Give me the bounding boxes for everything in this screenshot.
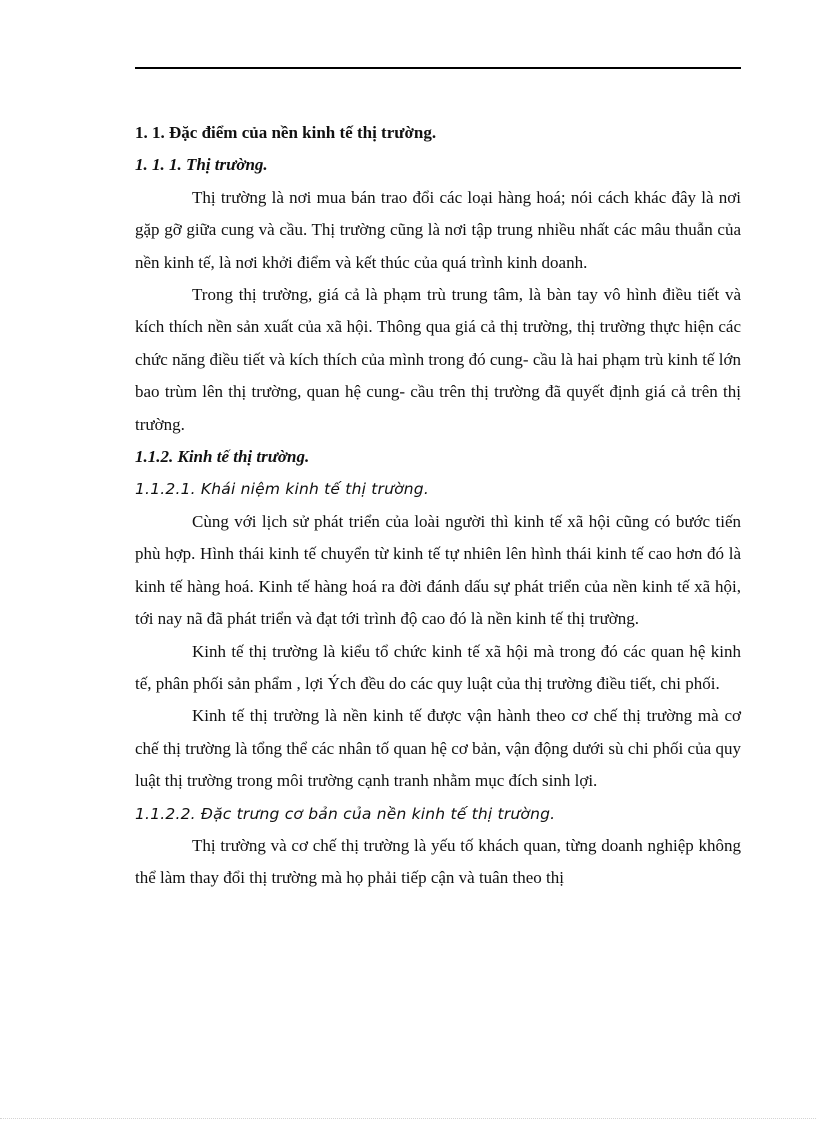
section-heading-1-1: 1. 1. Đặc điểm của nền kinh tế thị trường. (135, 123, 437, 142)
page-body (135, 117, 741, 895)
paragraph-objective: Thị trường và cơ chế thị trường là yếu tố khách quan, từng doanh nghiệp không thể làm thay đổi thị trường mà họ phải tiếp cận và tuân theo thị (135, 835, 741, 888)
paragraph-mechanism: Kinh tế thị trường là nền kinh tế được vận hành theo cơ chế thị trường mà cơ chế thị trường là tổng thể các nhân tố quan hệ cơ bản, vận động dưới sù chi phối của quy luật thị trường trong môi trường cạnh tranh nhằm mục đích sinh lợi. (135, 706, 741, 791)
subsubsection-heading-features-text: 1.1.2.2. Đặc trưng cơ bản của nền kinh tế thị trường. (135, 804, 556, 823)
page-bottom-border (0, 1118, 816, 1119)
header-rule (135, 67, 741, 69)
subsection-heading-market: 1. 1. 1. Thị trường. (135, 155, 268, 175)
paragraph-market-price: Trong thị trường, giá cả là phạm trù trung tâm, là bàn tay vô hình điều tiết và kích thích nền sản xuất của xã hội. Thông qua giá cả thị trường, thị trường thực hiện các chức năng điều tiết và kích thích của mình trong đó cung- cầu là hai phạm trù kinh tế lớn bao trùm lên thị trường, quan hệ cung- cầu trên thị trường đã quyết định giá cả trên thị trường. (135, 285, 741, 434)
subsection-heading-market-economy: 1.1.2. Kinh tế thị trường. (135, 447, 310, 467)
paragraph-organization: Kinh tế thị trường là kiểu tổ chức kinh tế xã hội mà trong đó các quan hệ kinh tế, phân phối sản phẩm , lợi Ých đều do các quy luật của thị trường điều tiết, chi phối. (135, 641, 741, 693)
subsubsection-heading-features (135, 798, 741, 830)
subsubsection-heading-concept (135, 473, 741, 505)
paragraph-market-definition: Thị trường là nơi mua bán trao đổi các loại hàng hoá; nói cách khác đây là nơi gặp gỡ giữa cung và cầu. Thị trường cũng là nơi tập trung nhiều nhất các mâu thuẫn của nền kinh tế, là nơi khởi điểm và kết thúc của quá trình kinh doanh. (135, 187, 741, 272)
subsubsection-heading-concept-text: 1.1.2.1. Khái niệm kinh tế thị trường. (135, 480, 429, 499)
paragraph-history: Cùng với lịch sử phát triển của loài người thì kinh tế xã hội cũng có bước tiến phù hợp. Hình thái kinh tế chuyển từ kinh tế tự nhiên lên hình thái kinh tế cao hơn đó là kinh tế hàng hoá. Kinh tế hàng hoá ra đời đánh dấu sự phát triển của nền kinh tế xã hội, tới nay nã đã phát triển và đạt tới trình độ cao đó là nền kinh tế thị trường. (135, 511, 741, 629)
